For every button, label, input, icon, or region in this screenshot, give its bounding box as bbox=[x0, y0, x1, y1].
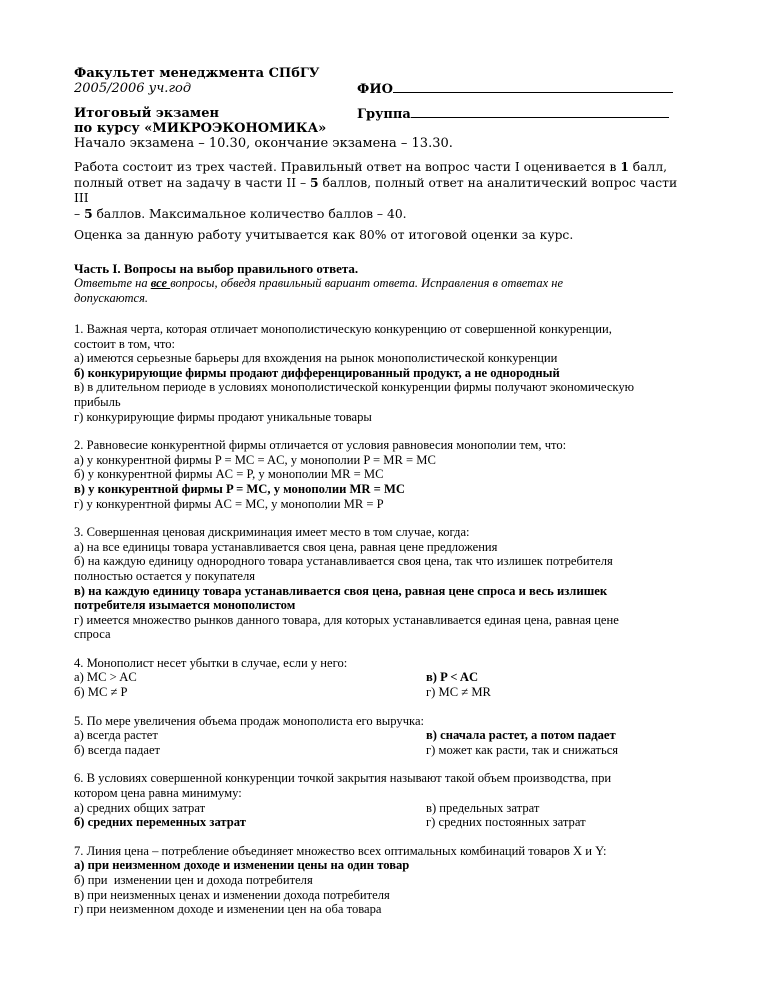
fio-field[interactable] bbox=[393, 81, 673, 93]
exam-time: Начало экзамена – 10.30, окончание экзамена – 13.30. bbox=[74, 136, 453, 151]
q1-option-c[interactable]: в) в длительном периоде в условиях монополистической конкуренции фирмы получают экономическую прибыль bbox=[74, 380, 635, 409]
q4-option-d[interactable]: г) MC ≠ MR bbox=[426, 685, 491, 700]
part1-instructions: Ответьте на все вопросы, обведя правильный вариант ответа. Исправления в ответах не допускаются. bbox=[74, 276, 564, 305]
q5-option-b[interactable]: б) всегда падает bbox=[74, 742, 161, 757]
q7-option-c[interactable]: в) при неизменных ценах и изменении дохода потребителя bbox=[74, 887, 390, 902]
group-label: Группа bbox=[357, 107, 411, 122]
q6-option-d[interactable]: г) средних постоянных затрат bbox=[426, 815, 586, 830]
fio-label: ФИО bbox=[357, 82, 393, 97]
q3-option-b[interactable]: б) на каждую единицу однородного товара устанавливается своя цена, так что излишек потребителя полностью остается у покупателя bbox=[74, 554, 613, 583]
weight-note: Оценка за данную работу учитывается как 80% от итоговой оценки за курс. bbox=[74, 228, 574, 242]
q1-option-d[interactable]: г) конкурирующие фирмы продают уникальные товары bbox=[74, 409, 372, 424]
q2-option-d[interactable]: г) у конкурентной фирмы AC = MC, у монополии MR = P bbox=[74, 496, 384, 511]
q7-option-a[interactable]: а) при неизменном доходе и изменении цены на один товар bbox=[74, 858, 410, 873]
exam-title: Итоговый экзамен bbox=[74, 106, 219, 121]
q2-option-b[interactable]: б) у конкурентной фирмы AC = P, у монополии MR = MC bbox=[74, 467, 384, 482]
academic-year: 2005/2006 уч.год bbox=[74, 81, 192, 96]
q2-option-a[interactable]: а) у конкурентной фирмы P = MC = AC, у монополии P = MR = MC bbox=[74, 452, 436, 467]
q6-option-c[interactable]: в) предельных затрат bbox=[426, 800, 540, 815]
question-2: 2. Равновесие конкурентной фирмы отличается от условия равновесия монополии тем, что: а) у конкурентной фирмы P = MC = AC, у монополии P = MR = MC б) у конкурентной фирмы AC = P, у монополии MR = MC в) у конкурентной фирмы P = MC, у монополии MR = MC г) у конкурентной фирмы AC = MC, у монополии MR = P bbox=[74, 438, 694, 511]
q2-option-c[interactable]: в) у конкурентной фирмы P = MC, у монополии MR = MC bbox=[74, 481, 405, 496]
q1-option-b[interactable]: б) конкурирующие фирмы продают дифференцированный продукт, а не однородный bbox=[74, 365, 560, 380]
q6-option-b[interactable]: б) средних переменных затрат bbox=[74, 815, 246, 830]
course-title: по курсу «МИКРОЭКОНОМИКА» bbox=[74, 121, 327, 136]
q4-option-b[interactable]: б) MC ≠ P bbox=[74, 685, 128, 700]
group-field[interactable] bbox=[411, 106, 669, 118]
question-3: 3. Совершенная ценовая дискриминация имеет место в том случае, когда: а) на все единицы товара устанавливается своя цена, равная цене предложения б) на каждую единицу однородного товара устанавливается своя цена, так что излишек потребителя полностью остается у покупателя в) на каждую единицу товара устанавливается своя цена, равная цене спроса и весь излишек потребителя изымается монополистом г) имеется множество рынков данного товара, для которых устанавливается единая цена, равная цене спроса bbox=[74, 525, 694, 642]
header bbox=[74, 66, 694, 151]
q6-option-a[interactable]: а) средних общих затрат bbox=[74, 800, 206, 815]
question-5: 5. По мере увеличения объема продаж монополиста его выручка: а) всегда растет в) сначала растет, а потом падает б) всегда падает г) может как расти, так и снижаться bbox=[74, 713, 619, 757]
q7-option-b[interactable]: б) при изменении цен и дохода потребителя bbox=[74, 873, 313, 887]
q4-option-c[interactable]: в) P < AC bbox=[426, 670, 479, 685]
q7-option-d[interactable]: г) при неизменном доходе и изменении цен на оба товара bbox=[74, 902, 382, 917]
q3-option-d[interactable]: г) имеется множество рынков данного товара, для которых устанавливается единая цена, равная цене спроса bbox=[74, 612, 619, 642]
question-1: 1. Важная черта, которая отличает монополистическую конкуренцию от совершенной конкуренции, состоит в том, что: а) имеются серьезные барьеры для вхождения на рынок монополистической конкуренции б) конкурирующие фирмы продают дифференцированный продукт, а не однородный в) в длительном периоде в условиях монополистической конкуренции фирмы получают экономическую прибыль г) конкурирующие фирмы продают уникальные товары bbox=[74, 322, 694, 424]
q1-option-a[interactable]: а) имеются серьезные барьеры для вхождения на рынок монополистической конкуренции bbox=[74, 351, 558, 366]
question-7: 7. Линия цена – потребление объединяет множество всех оптимальных комбинаций товаров X и Y: а) при неизменном доходе и изменении цены на один товар б) при изменении цен и дохода потребителя в) при неизменных ценах и изменении дохода потребителя г) при неизменном доходе и изменении цен на оба товара bbox=[74, 844, 694, 917]
intro-paragraph: Работа состоит из трех частей. Правильный ответ на вопрос части I оценивается в 1 балл, полный ответ на задачу в части II – 5 баллов, полный ответ на аналитический вопрос части III – 5 баллов. Максимальное количество баллов – 40. bbox=[74, 159, 678, 221]
q5-option-d[interactable]: г) может как расти, так и снижаться bbox=[426, 742, 619, 757]
faculty-name: Факультет менеджмента СПбГУ bbox=[74, 66, 320, 81]
q4-option-a[interactable]: а) MC > AC bbox=[74, 670, 137, 685]
q3-option-a[interactable]: а) на все единицы товара устанавливается своя цена, равная цене предложения bbox=[74, 539, 498, 554]
exam-page bbox=[74, 66, 694, 917]
part1-title: Часть I. Вопросы на выбор правильного ответа. bbox=[74, 261, 359, 276]
q5-option-c[interactable]: в) сначала растет, а потом падает bbox=[426, 728, 616, 743]
question-4: 4. Монополист несет убытки в случае, если у него: а) MC > AC в) P < AC б) MC ≠ P г) MC ≠ MR bbox=[74, 655, 491, 700]
q3-option-c[interactable]: в) на каждую единицу товара устанавливается своя цена, равная цене спроса и весь излишек потребителя изымается монополистом bbox=[74, 583, 608, 613]
question-6: 6. В условиях совершенной конкуренции точкой закрытия называют такой объем производства, при котором цена равна минимуму: а) средних общих затрат в) предельных затрат б) средних переменных затрат г) средних постоянных затрат bbox=[74, 771, 612, 830]
q5-option-a[interactable]: а) всегда растет bbox=[74, 728, 158, 743]
